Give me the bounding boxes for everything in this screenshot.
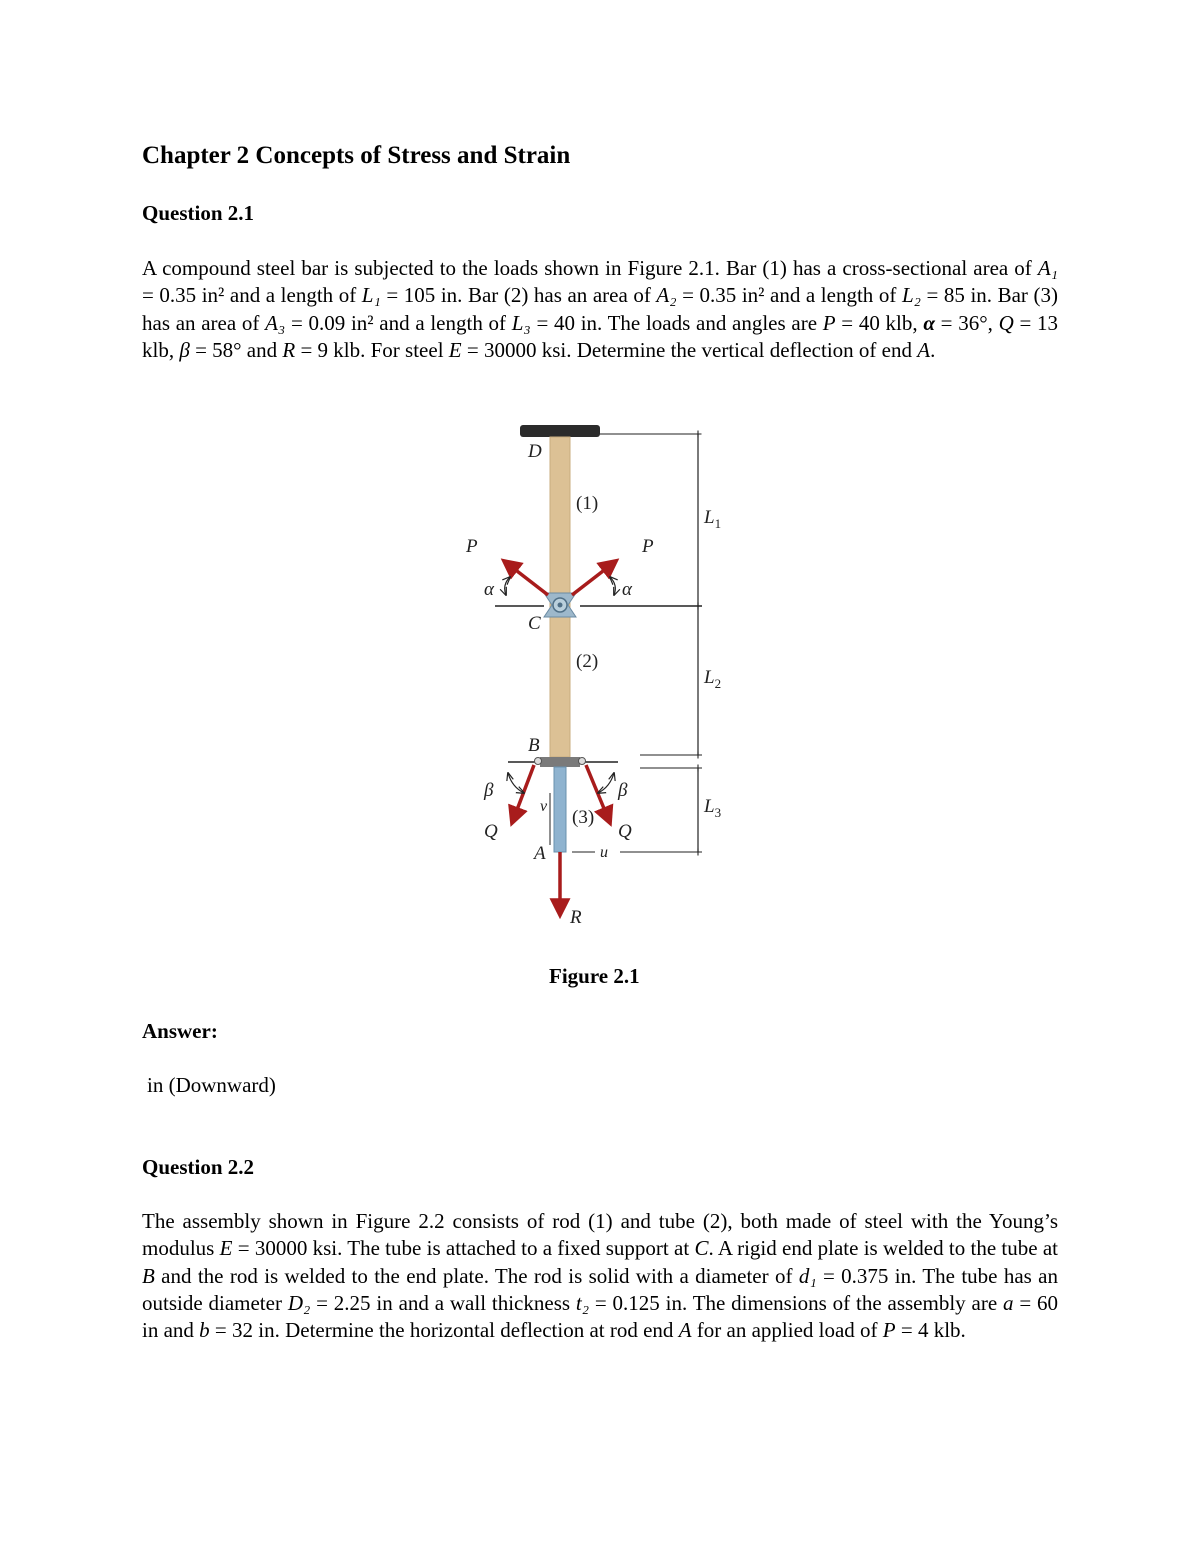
var-A1: A₁ xyxy=(1037,256,1058,280)
text-run: = 0.35 in² and a length of xyxy=(676,283,902,308)
text-run: = 105 in. Bar (2) has an area of xyxy=(380,283,657,308)
label-c: C xyxy=(528,613,541,634)
label-q-left: Q xyxy=(484,821,498,842)
beta-arc-right xyxy=(598,773,614,793)
label-beta-left: β xyxy=(484,780,494,801)
var-a: a xyxy=(1002,1290,1014,1315)
var-C: C xyxy=(694,1236,709,1261)
var-b: b xyxy=(199,1318,210,1343)
var-A2: A₂ xyxy=(656,283,677,308)
var-D2: D₂ xyxy=(287,1290,311,1315)
var-beta: β xyxy=(179,337,190,362)
label-p-right: P xyxy=(642,536,654,557)
var-A: A xyxy=(678,1318,692,1343)
text-run: = 0.375 in. The tube has an outside diameter xyxy=(142,1263,1058,1315)
answer-label: Answer: xyxy=(142,1019,218,1043)
label-r: R xyxy=(570,907,582,928)
var-L2: L₂ xyxy=(901,283,921,308)
label-l1: $L_1$ xyxy=(704,507,722,531)
var-P: P xyxy=(822,310,836,335)
label-l2: $L_2$ xyxy=(704,667,722,691)
pin-b-left xyxy=(535,758,542,765)
text-run: and the rod is welded to the end plate. The rod is solid with a diameter of xyxy=(154,1263,799,1288)
var-d1: d₁ xyxy=(798,1263,817,1288)
var-A3: A₃ xyxy=(265,310,286,335)
var-B: B xyxy=(142,1263,155,1288)
label-segment-2: (2) xyxy=(576,651,599,672)
label-a: A xyxy=(534,843,546,864)
label-l3: $L_3$ xyxy=(704,796,722,820)
label-q-right: Q xyxy=(618,821,632,842)
var-alpha: α xyxy=(923,310,935,335)
var-P: P xyxy=(882,1318,896,1343)
var-A: A xyxy=(917,337,931,362)
text-run: = 58° and xyxy=(189,337,283,362)
alpha-arc-right xyxy=(610,577,615,595)
var-L3: L₃ xyxy=(511,310,531,335)
text-run: = 4 klb. xyxy=(895,1318,966,1343)
rod-segment-3 xyxy=(554,767,566,852)
text-run: . A rigid end plate is welded to the tube at xyxy=(708,1236,1059,1261)
var-E: E xyxy=(448,337,462,362)
var-E: E xyxy=(219,1236,233,1261)
label-alpha-left: α xyxy=(484,579,494,600)
question-2-1-text xyxy=(142,255,1058,364)
question-2-2-heading: Question 2.2 xyxy=(142,1155,255,1179)
var-Q: Q xyxy=(998,310,1014,335)
pin-c-center xyxy=(558,603,563,608)
label-u: u xyxy=(600,844,608,861)
label-alpha-right: α xyxy=(622,579,632,600)
text-run: = 0.09 in² and a length of xyxy=(285,310,512,335)
fixed-support xyxy=(520,425,600,437)
text-run: = 0.35 in² and a length of xyxy=(142,283,362,308)
load-p-right-arrow xyxy=(572,561,616,595)
var-t2: t₂ xyxy=(575,1290,590,1315)
text-run: = 60 in and xyxy=(142,1290,1059,1343)
text-run: = 85 in. Bar (3) has an area of xyxy=(142,283,1058,335)
figure-2-1-caption: Figure 2.1 xyxy=(549,964,640,988)
label-b: B xyxy=(528,735,540,756)
text-run: = 40 in. The loads and angles are xyxy=(530,310,823,335)
text-run: = 13 klb, xyxy=(142,310,1059,362)
label-p-left: P xyxy=(466,536,478,557)
figure-2-1-diagram xyxy=(440,415,760,935)
label-d: D xyxy=(528,441,542,462)
text-run: = 9 klb. For steel xyxy=(295,337,449,362)
answer-value: in (Downward) xyxy=(147,1073,276,1097)
label-segment-1: (1) xyxy=(576,493,599,514)
load-p-left-arrow xyxy=(504,561,548,595)
var-R: R xyxy=(282,337,296,362)
text-run: = 2.25 in and a wall thickness xyxy=(310,1290,576,1315)
end-plate-b xyxy=(540,757,580,767)
text-run: = 36°, xyxy=(934,310,999,335)
text-run: = 32 in. Determine the horizontal deflection at rod end xyxy=(209,1318,679,1343)
label-v: v xyxy=(540,798,548,815)
pin-b-right xyxy=(579,758,586,765)
figure-2-1 xyxy=(440,415,760,935)
text-run: for an applied load of xyxy=(691,1318,883,1343)
text-run: = 30000 ksi. The tube is attached to a fixed support at xyxy=(232,1236,695,1261)
label-beta-right: β xyxy=(618,780,628,801)
load-q-left-arrow xyxy=(512,765,534,823)
text-run: = 40 klb, xyxy=(835,310,924,335)
question-2-2-text xyxy=(142,1208,1058,1344)
label-segment-3: (3) xyxy=(572,807,595,828)
text-run: = 0.125 in. The dimensions of the assembly are xyxy=(589,1290,1003,1315)
beta-arc-left xyxy=(508,773,524,793)
text-run: . xyxy=(930,337,936,362)
text-run: The assembly shown in Figure 2.2 consists of rod (1) and tube (2), both made of steel with the Young’s modulus xyxy=(142,1209,1058,1261)
text-run: A compound steel bar is subjected to the loads shown in Figure 2.1. Bar (1) has a cross-sectional area of xyxy=(142,256,1038,280)
var-L1: L₁ xyxy=(361,283,381,308)
question-2-1-heading: Question 2.1 xyxy=(142,201,255,225)
text-run: = 30000 ksi. Determine the vertical deflection of end xyxy=(461,337,918,362)
chapter-title: Chapter 2 Concepts of Stress and Strain xyxy=(142,142,571,169)
alpha-arc-left xyxy=(505,577,510,595)
